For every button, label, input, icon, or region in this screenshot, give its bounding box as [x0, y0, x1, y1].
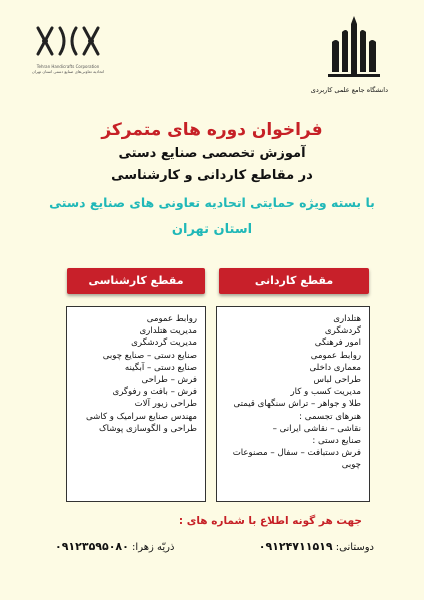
subtitle-province: استان تهران — [171, 222, 253, 237]
subtitle-course: آموزش تخصصی صنایع دستی — [118, 146, 306, 161]
subtitle-support-package: با بسته ویژه حمایتی اتحادیه تعاونی های صنایع دستی — [49, 195, 375, 210]
contact-zorrieh — [55, 540, 174, 553]
list-item: فرش دستبافت – سفال – مصنوعات — [232, 448, 361, 459]
list-item: طراحی زیور آلات — [134, 399, 197, 410]
university-logo — [310, 14, 388, 98]
handicrafts-emblem-icon — [30, 22, 106, 60]
contact-name: ذریّه زهرا: — [132, 542, 175, 553]
list-item: صنایع دستی – آبگینه — [124, 362, 197, 373]
list-item: مدیریت کسب و کار — [290, 387, 361, 398]
karshenasi-header: مقطع کارشناسی — [67, 268, 205, 294]
karshenasi-list-box — [66, 306, 206, 502]
list-item: هتلداری — [333, 314, 361, 324]
page-title: فراخوان دوره های متمرکز — [101, 120, 323, 140]
list-item: چوبی — [341, 460, 361, 471]
contact-name: دوستانی: — [335, 542, 374, 553]
list-item: نقاشی – نقاشی ایرانی – — [272, 423, 361, 434]
university-name: دانشگاه جامع علمی کاربردی — [310, 86, 388, 94]
phone-number: ۰۹۱۲۴۷۱۱۵۱۹ — [258, 540, 333, 553]
logo-english-caption: Tehran Handicrafts Corporation — [36, 64, 100, 69]
contact-dostani — [259, 540, 374, 553]
list-item: امور فرهنگی — [314, 338, 361, 349]
list-item: صنایع دستی : — [312, 436, 361, 447]
contact-heading: جهت هر گونه اطلاع با شماره های : — [178, 515, 362, 527]
list-item: طراحی و الگوسازی پوشاک — [98, 423, 197, 434]
list-item: مهندس صنایع سرامیک و کاشی — [85, 411, 197, 422]
list-item: فرش – بافت و رفوگری — [112, 387, 197, 398]
phone-number: ۰۹۱۲۳۵۹۵۰۸۰ — [55, 540, 129, 553]
list-item: فرش – طراحی — [141, 375, 197, 386]
list-item: مدیریت هتلداری — [139, 326, 197, 337]
karshenasi-list — [75, 313, 197, 435]
list-item: معماری داخلی — [309, 362, 361, 373]
list-item: مدیریت گردشگری — [131, 338, 197, 349]
list-item: صنایع دستی – صنایع چوبی — [102, 350, 197, 361]
tehran-handicrafts-logo — [30, 22, 106, 76]
list-item: روابط عمومی — [310, 350, 361, 361]
list-item: طراحی لباس — [313, 375, 361, 386]
kardani-list-box — [216, 306, 370, 502]
university-emblem-icon — [320, 14, 388, 82]
list-item: طلا و جواهر – تراش سنگهای قیمتی — [233, 399, 361, 410]
subtitle-degrees: در مقاطع کاردانی و کارشناسی — [111, 168, 313, 183]
list-item: روابط عمومی — [146, 314, 197, 324]
kardani-header: مقطع کاردانی — [219, 268, 369, 294]
logo-persian-caption: اتحادیه تعاونی‌های صنایع دستی استان تهران — [31, 69, 105, 74]
list-item: هنرهای تجسمی : — [299, 411, 361, 422]
kardani-list — [225, 313, 361, 472]
list-item: گردشگری — [324, 326, 361, 337]
